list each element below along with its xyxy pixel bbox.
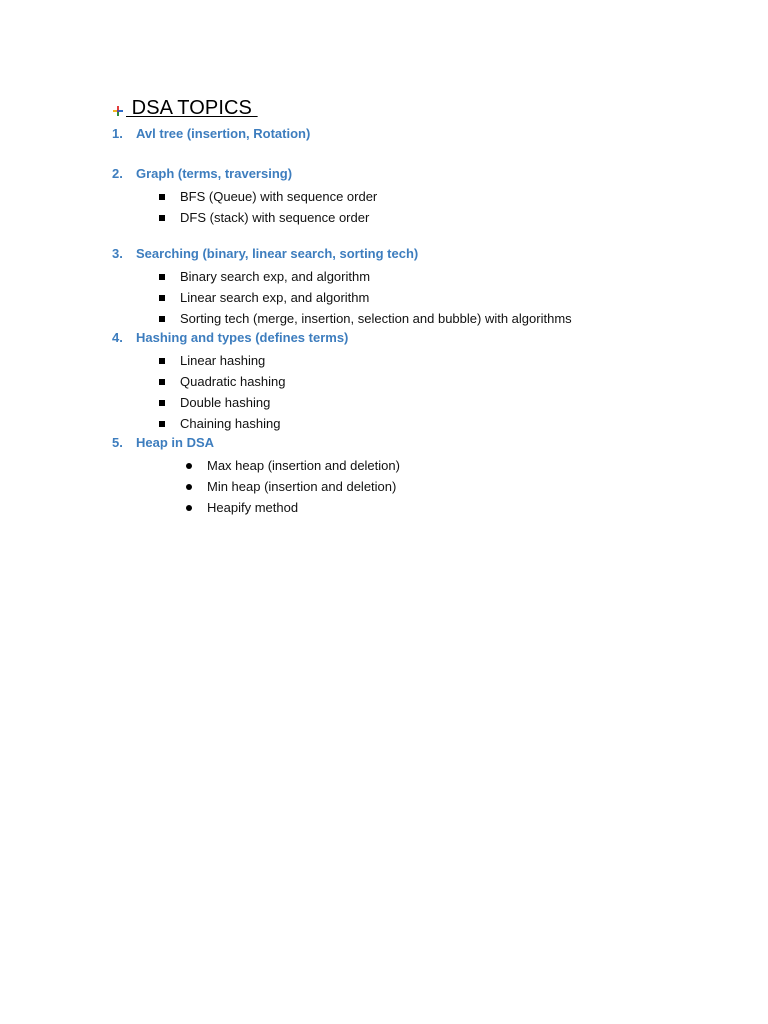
list-item-text: Quadratic hashing [180,374,286,389]
topic-number: 4. [112,330,123,345]
list-item [112,392,732,413]
list-item [112,350,732,371]
topic-1 [112,125,732,143]
list-item [112,207,732,228]
topic-4-sublist [112,350,732,434]
round-bullet-icon [186,463,192,469]
topic-number: 5. [112,435,123,450]
list-item-text: Heapify method [207,500,299,515]
topic-label: Searching (binary, linear search, sorting tech) [136,246,419,261]
list-item-text: DFS (stack) with sequence order [180,210,370,225]
square-bullet-icon [159,400,165,406]
square-bullet-icon [159,194,165,200]
colorful-plus-bullet-icon [112,105,124,117]
topic-label: Heap in DSA [136,435,215,450]
list-item [112,186,732,207]
topic-4 [112,329,732,347]
topic-label: Hashing and types (defines terms) [136,330,349,345]
list-item [112,287,732,308]
list-item [112,455,732,476]
list-item-text: BFS (Queue) with sequence order [180,189,378,204]
list-item [112,266,732,287]
list-item-text: Max heap (insertion and deletion) [207,458,400,473]
topic-3 [112,245,732,263]
document-body [112,95,732,518]
list-item-text: Double hashing [180,395,271,410]
list-item-text: Min heap (insertion and deletion) [207,479,397,494]
list-item [112,371,732,392]
list-item-text: Linear search exp, and algorithm [180,290,370,305]
list-item [112,308,732,329]
topic-number: 3. [112,246,123,261]
spacer [112,228,732,245]
list-item-text: Chaining hashing [180,416,281,431]
list-item [112,497,732,518]
square-bullet-icon [159,274,165,280]
square-bullet-icon [159,358,165,364]
list-item [112,413,732,434]
title-row [112,95,732,121]
topic-5-sublist [112,455,732,518]
topic-2 [112,165,732,183]
square-bullet-icon [159,421,165,427]
topic-label: Avl tree (insertion, Rotation) [136,126,311,141]
page-title: DSA TOPICS [126,96,258,119]
topic-5 [112,434,732,452]
spacer [112,143,732,165]
list-item-text: Binary search exp, and algorithm [180,269,371,284]
list-item-text: Linear hashing [180,353,266,368]
list-item [112,476,732,497]
topic-label: Graph (terms, traversing) [136,166,293,181]
square-bullet-icon [159,215,165,221]
square-bullet-icon [159,316,165,322]
topic-3-sublist [112,266,732,329]
list-item-text: Sorting tech (merge, insertion, selection and bubble) with algorithms [180,311,572,326]
square-bullet-icon [159,295,165,301]
topic-number: 2. [112,166,123,181]
topic-2-sublist [112,186,732,228]
square-bullet-icon [159,379,165,385]
topic-number: 1. [112,126,123,141]
round-bullet-icon [186,484,192,490]
round-bullet-icon [186,505,192,511]
